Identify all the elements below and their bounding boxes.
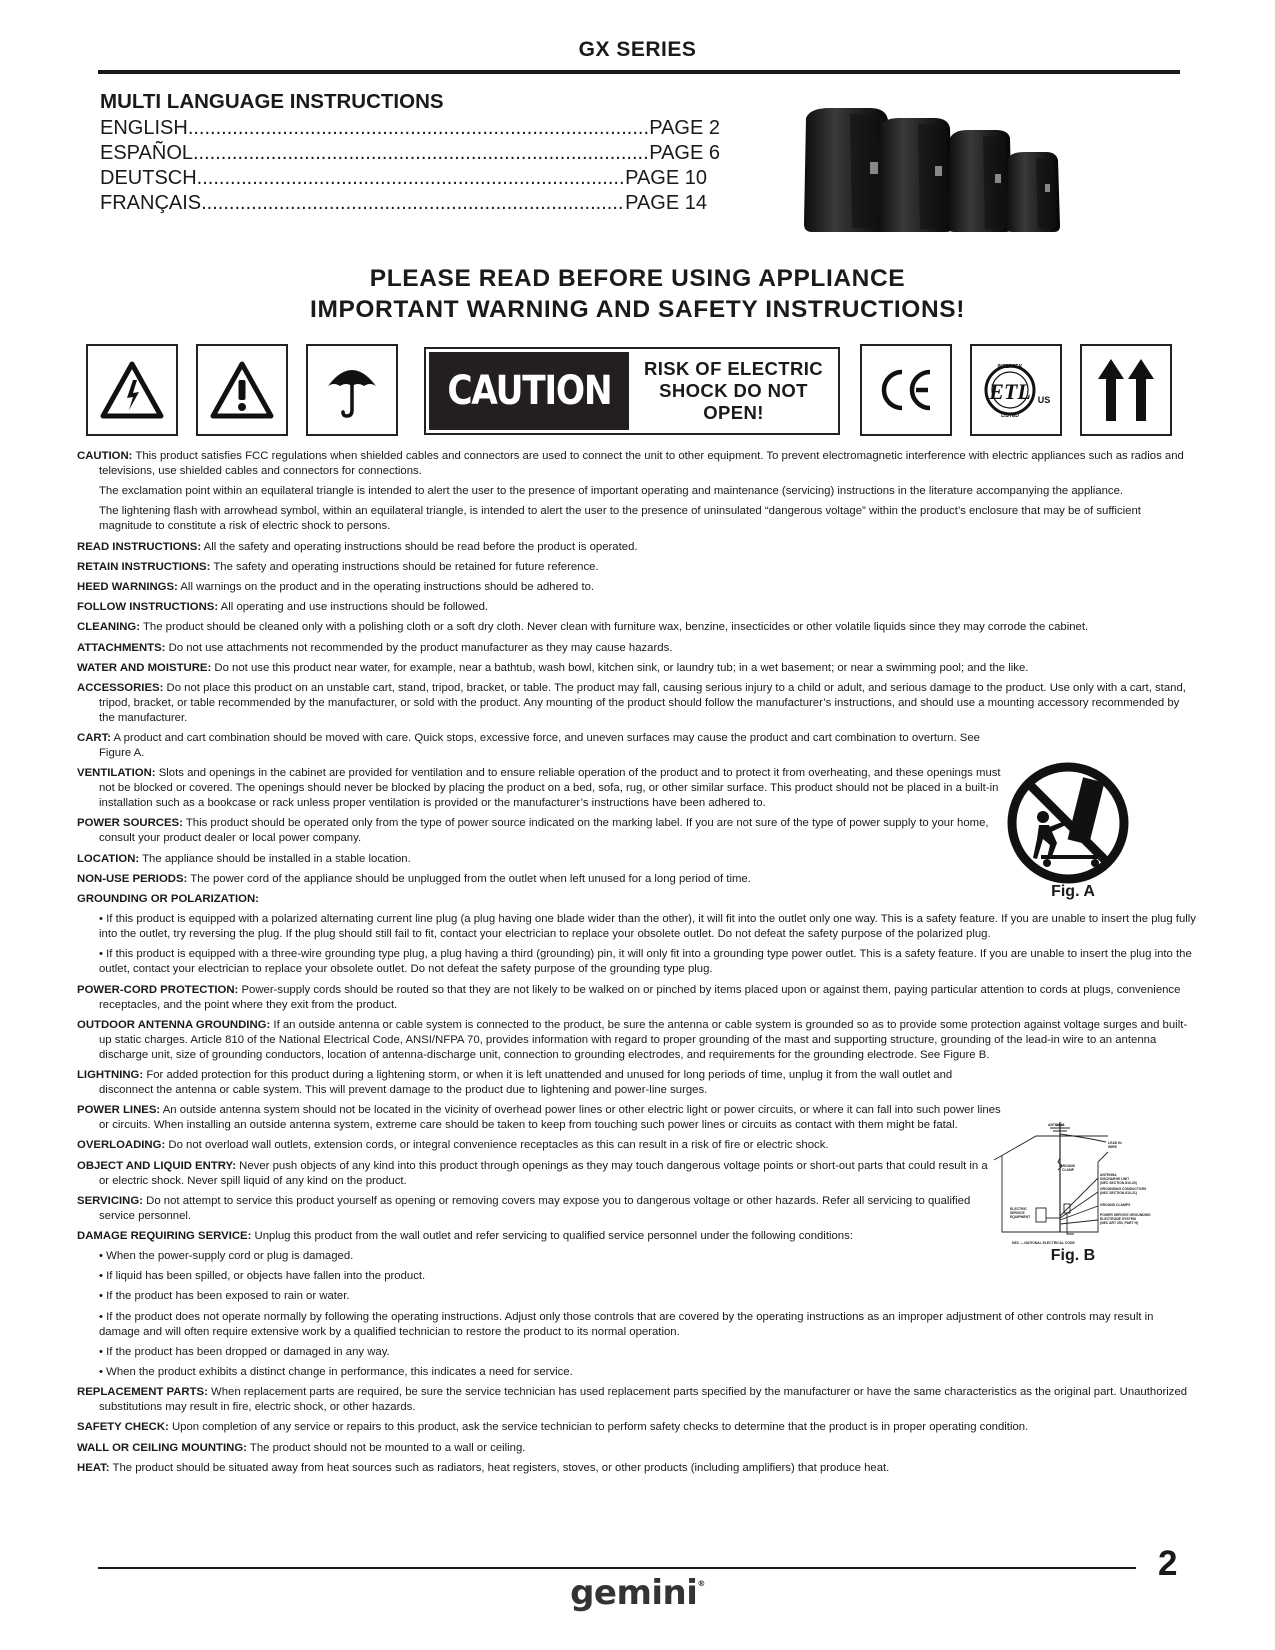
language-name: FRANÇAIS: [100, 192, 202, 214]
svg-text:LEAD IN: LEAD IN: [1108, 1141, 1122, 1145]
series-title: GX SERIES: [578, 38, 697, 61]
svg-text:(NEC SECTION 810-21): (NEC SECTION 810-21): [1100, 1191, 1137, 1195]
section-object-liquid: OBJECT AND LIQUID ENTRY: Never push objects of any kind into this product through openings as they may touch dangerous voltage points or short-out parts that could result in a fire or electric shock. Never spill liquid of any kind on the product.: [77, 1159, 1007, 1187]
section-cleaning: CLEANING: The product should be cleaned only with a polishing cloth or a soft dry cloth. Never clean with furniture wax, benzine, insecticides or other volatile liquids since they may corrode the cabinet.: [77, 621, 1089, 634]
warning-title: [0, 263, 1275, 325]
section-water-moisture: WATER AND MOISTURE: Do not use this product near water, for example, near a bathtub, wash bowl, kitchen sink, or laundry tub; in a wet basement; or near a swimming pool; and the like.: [77, 661, 1029, 674]
exclamation-triangle-symbol: [196, 344, 288, 436]
section-lightning-symbol-note: The lightening flash with arrowhead symbol, within an equilateral triangle, is intended to alert the user to the presence of uninsulated “dangerous voltage” within the product’s enclosure that may be of sufficient magnitude to constitute a risk of electric shock to persons.: [99, 505, 1141, 533]
dot-leader: [188, 116, 649, 141]
svg-text:EQUIPMENT: EQUIPMENT: [1010, 1215, 1031, 1219]
speakers-product-image: [800, 104, 1070, 236]
grounding-bullet-1: • If this product is equipped with a polarized alternating current line plug (a plug having one blade wider than the other), it will fit into the outlet only one way. This is a safety feature. If you are unable to insert the plug fully into the outlet, try reversing the plug. If the plug should still fail to fit, contact your electrician to replace your obsolete outlet. Do not defeat the safety purpose of the polarized plug.: [99, 913, 1196, 941]
svg-text:(NEC ART 250, PART H): (NEC ART 250, PART H): [1100, 1221, 1139, 1225]
caution-label-box: [424, 347, 840, 435]
section-heat: HEAT: The product should be situated away from heat sources such as radiators, heat registers, stoves, or other products (including amplifiers) that produce heat.: [77, 1461, 890, 1474]
language-page: PAGE 10: [625, 167, 707, 189]
section-accessories: ACCESSORIES: Do not place this product on an unstable cart, stand, tripod, bracket, or table. The product may fall, causing serious injury to a child or adult, and serious damage to the product. Use only with a cart, stand, tripod, bracket, or table recommended by the manufacturer, or sold with the product. Any mounting of the product should follow the manufacturer’s instructions, and should use a mounting accessory recommended by the manufacturer.: [77, 681, 1186, 724]
damage-bullet-6: • When the product exhibits a distinct change in performance, this indicates a need for service.: [99, 1366, 573, 1378]
section-overloading: OVERLOADING: Do not overload wall outlets, extension cords, or integral convenience receptacles as this can result in a risk of fire or electric shock.: [77, 1139, 829, 1152]
svg-text:GROUNDING CONDUCTORS: GROUNDING CONDUCTORS: [1100, 1187, 1147, 1191]
section-cart: CART: A product and cart combination should be moved with care. Quick stops, excessive force, and uneven surfaces may cause the product and cart combination to overturn. See Figure A.: [77, 732, 980, 760]
svg-text:NEC — NATIONAL ELECTRICAL CODE: NEC — NATIONAL ELECTRICAL CODE: [1012, 1241, 1075, 1245]
etl-listed-icon: [976, 355, 1056, 425]
svg-text:INTERTEK: INTERTEK: [997, 364, 1023, 370]
section-antenna-grounding: OUTDOOR ANTENNA GROUNDING: If an outside antenna or cable system is connected to the product, be sure the antenna or cable system is grounded so as to provide some protection against voltage surges and built-up static charges. Article 810 of the National Electrical Code, ANSI/NFPA 70, provides information with regard to proper grounding of the mast and supporting structure, grounding of the lead-in wire to an antenna discharge unit, size of grounding conductors, location of antenna-discharge unit, connection to grounding electrodes, and requirements for the grounding electrode. See Figure B.: [77, 1018, 1188, 1061]
grounding-bullet-2: • If this product is equipped with a three-wire grounding type plug, a plug having a third (grounding) pin, it will only fit into a grounding type power outlet. This is a safety feature. If you are unable to insert the plug into the outlet, contact your electrician to replace your obsolete outlet. Do not defeat the safety purpose of the grounding type plug.: [99, 948, 1192, 976]
section-exclamation-note: The exclamation point within an equilateral triangle is intended to alert the user to the presence of important operating and maintenance (servicing) instructions in the literature accompanying the appliance.: [99, 485, 1124, 498]
svg-text:LISTED: LISTED: [1001, 413, 1019, 419]
this-way-up-symbol: [1080, 344, 1172, 436]
section-caution: CAUTION: This product satisfies FCC regulations when shielded cables and connectors are used to connect the unit to other equipment. To prevent electromagnetic interference with electric appliances such as radios and televisions, use shielded cables and connectors for connections.: [77, 450, 1184, 477]
section-non-use: NON-USE PERIODS: The power cord of the appliance should be unplugged from the outlet when left unused for a long period of time.: [77, 872, 751, 885]
language-name: ENGLISH: [100, 117, 188, 139]
svg-text:CLAMP: CLAMP: [1062, 1168, 1075, 1172]
svg-text:ELECTRODE SYSTEM: ELECTRODE SYSTEM: [1100, 1217, 1136, 1221]
dot-leader: [193, 141, 649, 166]
damage-bullet-2: • If liquid has been spilled, or objects have fallen into the product.: [99, 1270, 426, 1283]
svg-text:WIRE: WIRE: [1108, 1145, 1117, 1149]
svg-text:ELECTRIC: ELECTRIC: [1010, 1207, 1027, 1211]
damage-bullet-4: • If the product does not operate normally by following the operating instructions. Adjust only those controls that are covered by the operating instructions as an improper adjustment of other controls may result in damage and will often require extensive work by a qualified technician to restore the product to its normal operation.: [99, 1310, 1154, 1338]
language-index: [100, 90, 720, 216]
etl-listed-symbol: [970, 344, 1062, 436]
language-page: PAGE 6: [649, 142, 720, 164]
umbrella-symbol: [306, 344, 398, 436]
section-follow-instructions: FOLLOW INSTRUCTIONS: All operating and use instructions should be followed.: [77, 601, 489, 614]
section-power-cord: POWER-CORD PROTECTION: Power-supply cords should be routed so that they are not likely to be walked on or pinched by items placed upon or against them, paying particular attention to cords at plugs, convenience receptacles, and the point where they exit from the product.: [77, 983, 1181, 1011]
section-servicing: SERVICING: Do not attempt to service this product yourself as opening or removing covers may expose you to dangerous voltage or other hazards. Refer all servicing to qualified service personnel.: [77, 1194, 971, 1222]
language-entry-english: [100, 116, 720, 141]
umbrella-icon: [324, 360, 380, 420]
section-replacement-parts: REPLACEMENT PARTS: When replacement parts are required, be sure the service technician has used replacement parts specified by the manufacturer or have the same characteristics as the original part. Unauthorized substitutions may result in fire, electric shock, or other hazards.: [77, 1386, 1188, 1414]
top-rule: [98, 70, 1180, 74]
caution-label: CAUTION: [429, 352, 629, 430]
damage-bullet-3: • If the product has been exposed to rain or water.: [99, 1290, 350, 1303]
section-wall-mounting: WALL OR CEILING MOUNTING: The product should not be mounted to a wall or ceiling.: [77, 1441, 526, 1454]
page-number: 2: [1158, 1544, 1178, 1583]
svg-text:SERVICE: SERVICE: [1010, 1211, 1025, 1215]
figure-b-antenna-grounding: [988, 1122, 1158, 1247]
section-ventilation: VENTILATION: Slots and openings in the cabinet are provided for ventilation and to ensure reliable operation of the product and to protect it from overheating, and these openings must not be blocked or covered. The openings should never be blocked by placing the product on a bed, sofa, rug, or other similar surface. This product should not be placed in a built-in installation such as a bookcase or rack unless proper ventilation is provided or the manufacturer’s instructions have been adhered to.: [77, 767, 1001, 810]
section-power-sources: POWER SOURCES: This product should be operated only from the type of power source indicated on the marking label. If you are not sure of the type of power supply to your home, consult your product dealer or local power company.: [77, 817, 989, 845]
language-entry-francais: [100, 191, 707, 216]
ce-mark-symbol: [860, 344, 952, 436]
language-entry-deutsch: [100, 166, 707, 191]
section-power-lines: POWER LINES: An outside antenna system should not be located in the vicinity of overhead power lines or other electric light or power circuits, or where it can fall into such power lines or circuits. When installing an outside antenna system, extreme care should be taken to keep from touching such power lines or circuits as contact with them might be fatal.: [77, 1104, 1001, 1132]
gemini-logo: gemini®: [570, 1573, 705, 1613]
svg-text:(NEC SECTION 810-20): (NEC SECTION 810-20): [1100, 1181, 1137, 1185]
svg-text:US: US: [1037, 395, 1051, 405]
language-page: PAGE 14: [625, 192, 707, 214]
language-name: ESPAÑOL: [100, 142, 193, 164]
bottom-rule: [98, 1567, 1136, 1569]
section-retain-instructions: RETAIN INSTRUCTIONS: The safety and operating instructions should be retained for future reference.: [77, 560, 599, 573]
warning-title-line-1: PLEASE READ BEFORE USING APPLIANCE: [369, 265, 906, 292]
dot-leader: [201, 191, 625, 216]
svg-text:GROUND: GROUND: [1060, 1164, 1076, 1168]
damage-bullet-1: • When the power-supply cord or plug is damaged.: [99, 1250, 354, 1263]
section-read-instructions: READ INSTRUCTIONS: All the safety and operating instructions should be read before the product is operated.: [77, 540, 638, 553]
svg-text:GROUND CLAMPS: GROUND CLAMPS: [1100, 1203, 1131, 1207]
svg-text:DISCHARGE UNIT: DISCHARGE UNIT: [1100, 1177, 1130, 1181]
lightning-triangle-icon: [100, 360, 164, 420]
svg-text:ETL: ETL: [989, 379, 1031, 404]
svg-text:POWER SERVICE GROUNDING: POWER SERVICE GROUNDING: [1100, 1213, 1151, 1217]
figure-a-cart-warning: [1003, 759, 1133, 887]
safety-instructions: [77, 449, 1197, 1481]
dot-leader: [197, 166, 625, 191]
exclamation-triangle-icon: [210, 360, 274, 420]
section-location: LOCATION: The appliance should be installed in a stable location.: [77, 852, 411, 865]
figure-a-caption: Fig. A: [1051, 883, 1095, 900]
figure-b-caption: Fig. B: [1050, 1247, 1096, 1264]
language-page: PAGE 2: [649, 117, 720, 139]
language-index-heading: MULTI LANGUAGE INSTRUCTIONS: [100, 90, 444, 113]
section-attachments: ATTACHMENTS: Do not use attachments not recommended by the product manufacturer as they may cause hazards.: [77, 641, 673, 654]
section-heed-warnings: HEED WARNINGS: All warnings on the product and in the operating instructions should be adhered to.: [77, 580, 595, 593]
ce-mark-icon: [876, 365, 936, 415]
warning-title-line-2: IMPORTANT WARNING AND SAFETY INSTRUCTIONS!: [310, 296, 965, 323]
svg-text:ANTENNA: ANTENNA: [1100, 1173, 1117, 1177]
lightning-triangle-symbol: [86, 344, 178, 436]
section-grounding: GROUNDING OR POLARIZATION:: [77, 893, 259, 905]
caution-risk-text: RISK OF ELECTRIC SHOCK DO NOT OPEN!: [643, 358, 824, 423]
language-entry-espanol: [100, 141, 720, 166]
svg-text:ANTENNA: ANTENNA: [1048, 1123, 1065, 1127]
damage-bullet-5: • If the product has been dropped or damaged in any way.: [99, 1345, 390, 1358]
section-damage: DAMAGE REQUIRING SERVICE: Unplug this product from the wall outlet and refer servicing to qualified service personnel under the following conditions:: [77, 1229, 853, 1242]
language-name: DEUTSCH: [100, 167, 197, 189]
section-lightning: LIGHTNING: For added protection for this product during a lightening storm, or when it is left unattended and unused for long periods of time, unplug it from the wall outlet and disconnect the antenna or cable system. This will prevent damage to the product due to lightening and power-line surges.: [77, 1068, 953, 1096]
section-safety-check: SAFETY CHECK: Upon completion of any service or repairs to this product, ask the service technician to perform safety checks to determine that the product is in proper operating condition.: [77, 1421, 1029, 1434]
this-way-up-icon: [1094, 355, 1158, 425]
